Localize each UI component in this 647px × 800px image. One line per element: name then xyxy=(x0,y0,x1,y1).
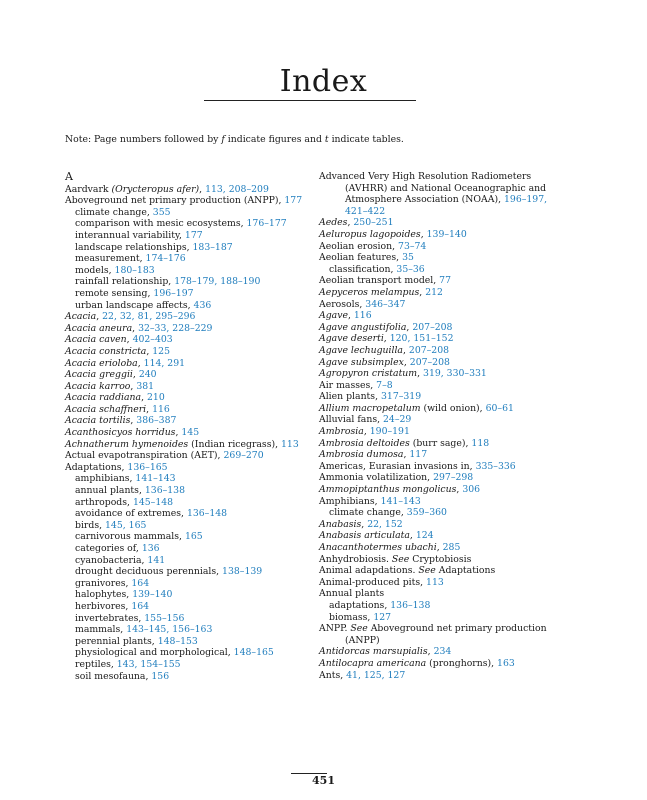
page-links[interactable]: 207–208 xyxy=(409,356,450,368)
title-rule xyxy=(204,100,416,101)
page-links[interactable]: 156 xyxy=(151,670,170,682)
index-entry xyxy=(319,565,569,577)
index-entry xyxy=(319,299,569,311)
index-entry xyxy=(319,484,569,496)
entry-term: mammals, xyxy=(75,624,127,636)
page-links[interactable]: 359–360 xyxy=(406,507,447,519)
entry-term: landscape relationships, xyxy=(75,241,193,253)
entry-term: amphibians, xyxy=(75,473,136,485)
index-entry xyxy=(65,311,305,323)
index-subentry xyxy=(65,578,305,590)
index-subentry xyxy=(65,230,305,242)
index-subentry xyxy=(65,253,305,265)
entry-term-italic: Acacia raddiana xyxy=(65,392,142,404)
page-links[interactable]: 136 xyxy=(141,543,160,554)
entry-term: Aeolian erosion, xyxy=(319,240,399,252)
entry-term: , xyxy=(347,310,354,322)
index-entry xyxy=(319,449,569,461)
index-entry xyxy=(65,427,305,439)
index-subentry xyxy=(319,612,569,624)
entry-term-italic: Acacia erioloba xyxy=(65,357,138,369)
index-entry xyxy=(319,658,569,670)
entry-term: cyanobacteria, xyxy=(75,554,148,566)
index-entry xyxy=(65,369,305,381)
entry-term: Adaptations, xyxy=(65,461,128,473)
entry-term: , xyxy=(132,369,139,381)
page-links[interactable]: 183–187 xyxy=(192,241,233,253)
entry-term: , xyxy=(347,217,354,229)
index-subentry xyxy=(65,508,305,520)
page-links[interactable]: 155–156 xyxy=(144,612,185,624)
index-entry xyxy=(319,171,569,217)
see-reference: See xyxy=(391,553,410,565)
page-links[interactable]: 306 xyxy=(462,484,481,496)
entry-term-italic: Acacia caven xyxy=(65,334,127,346)
entry-term-italic: (Orycteropus afer) xyxy=(111,183,200,195)
index-subentry xyxy=(65,276,305,288)
index-subentry xyxy=(65,589,305,601)
index-subentry xyxy=(319,600,569,612)
entry-term: Annual plants xyxy=(319,588,385,600)
page-links[interactable]: 113, 208–209 xyxy=(205,183,269,195)
entry-term: classification, xyxy=(329,263,397,275)
index-entry xyxy=(319,310,569,322)
index-entry xyxy=(319,461,569,473)
section-letter: A xyxy=(65,170,73,183)
page-links[interactable]: 176–177 xyxy=(246,218,287,230)
index-entry xyxy=(319,391,569,403)
note-text: Note: Page numbers followed by f indicate figures and t indicate tables. xyxy=(65,134,404,145)
index-subentry xyxy=(65,601,305,613)
page-links[interactable]: 145 xyxy=(181,427,200,439)
index-subentry xyxy=(65,671,305,683)
entry-term: , xyxy=(409,530,416,542)
entry-term: , xyxy=(436,542,443,553)
index-entry xyxy=(65,450,305,462)
index-entry xyxy=(319,438,569,450)
entry-term: , xyxy=(427,646,434,658)
entry-term-italic: Agave deserti xyxy=(319,333,384,345)
entry-term-italic: Agave lechuguilla xyxy=(319,344,403,356)
entry-term-italic: Aedes xyxy=(319,217,348,229)
entry-term: birds, xyxy=(75,519,106,531)
entry-term: carnivorous mammals, xyxy=(75,531,185,543)
page-links[interactable]: 139–140 xyxy=(132,589,173,601)
entry-term-italic: Acacia xyxy=(65,311,97,323)
page-links[interactable]: 136–138 xyxy=(144,485,185,497)
page-links[interactable]: 35–36 xyxy=(396,263,425,275)
entry-term-italic: Anabasis articulata xyxy=(319,530,410,542)
entry-term: , xyxy=(132,322,139,334)
index-entry xyxy=(65,462,305,474)
entry-term: annual plants, xyxy=(75,485,145,497)
page-links[interactable]: 207–208 xyxy=(408,344,450,356)
index-subentry xyxy=(65,543,305,555)
entry-term: Americas, Eurasian invasions in, xyxy=(319,460,476,472)
see-reference: See xyxy=(350,623,368,635)
left-entries xyxy=(65,184,305,683)
entry-term: , xyxy=(456,484,463,496)
entry-term: Actual evapotranspiration (AET), xyxy=(65,450,224,462)
entry-term: interannual variability, xyxy=(75,229,185,241)
entry-term: , xyxy=(130,380,137,392)
entry-term: Aerosols, xyxy=(319,298,366,310)
page-links[interactable]: 136–165 xyxy=(127,461,168,473)
page-links[interactable]: 240 xyxy=(138,369,157,381)
index-subentry xyxy=(65,531,305,543)
page-links[interactable]: 143–145, 156–163 xyxy=(126,624,213,636)
page-links[interactable]: 127 xyxy=(373,611,392,623)
entry-term: , xyxy=(146,403,153,415)
entry-term: , xyxy=(383,333,390,345)
entry-term: , xyxy=(403,356,410,368)
page-links[interactable]: 285 xyxy=(442,542,461,553)
entry-term: , xyxy=(126,334,133,346)
page-links[interactable]: 73–74 xyxy=(398,240,427,252)
index-entry xyxy=(319,530,569,542)
page-links[interactable]: 177 xyxy=(284,195,303,207)
index-subentry xyxy=(319,507,569,519)
page-links[interactable]: 113 xyxy=(281,438,299,450)
page-number: 451 xyxy=(312,774,335,787)
page-links[interactable]: 250–251 xyxy=(353,217,394,229)
see-target: Adaptations xyxy=(435,565,496,577)
index-subentry xyxy=(65,485,305,497)
entry-term: categories of, xyxy=(75,543,142,554)
entry-term: , xyxy=(137,357,144,369)
index-column-right xyxy=(319,171,569,681)
entry-term: comparison with mesic ecosystems, xyxy=(75,218,247,230)
index-entry xyxy=(319,275,569,287)
page-links[interactable]: 436 xyxy=(193,299,212,311)
entry-term: (burr sage), xyxy=(409,437,472,449)
entry-term: climate change, xyxy=(75,206,153,218)
entry-term-italic: Acacia aneura xyxy=(65,322,133,334)
see-target: Aboveground net primary production (ANPP) xyxy=(345,623,547,646)
page-links[interactable]: 210 xyxy=(147,392,165,404)
page-links[interactable]: 116 xyxy=(152,403,170,415)
entry-term: , xyxy=(146,345,153,357)
entry-term: physiological and morphological, xyxy=(75,647,234,659)
index-entry xyxy=(319,623,569,646)
index-subentry xyxy=(65,636,305,648)
entry-term: halophytes, xyxy=(75,589,133,601)
entry-term: , xyxy=(361,518,368,530)
page-links[interactable]: 164 xyxy=(131,577,150,589)
index-entry xyxy=(65,195,305,207)
entry-term: Alluvial fans, xyxy=(319,414,383,426)
page-links[interactable]: 117 xyxy=(409,449,428,461)
index-entry xyxy=(65,381,305,393)
index-subentry xyxy=(65,520,305,532)
index-subentry xyxy=(65,659,305,671)
entry-term: perennial plants, xyxy=(75,635,158,647)
index-subentry xyxy=(65,647,305,659)
page-links[interactable]: 141–143 xyxy=(380,495,421,507)
entry-term: invertebrates, xyxy=(75,612,145,624)
page-links[interactable]: 317–319 xyxy=(380,391,422,403)
page-links[interactable]: 114, 291 xyxy=(143,357,186,369)
index-subentry xyxy=(65,218,305,230)
page-links[interactable]: 297–298 xyxy=(433,472,474,484)
index-entry xyxy=(65,334,305,346)
page-links[interactable]: 32–33, 228–229 xyxy=(138,322,213,334)
entry-term: herbivores, xyxy=(75,600,132,612)
entry-term-italic: Acacia constricta xyxy=(65,345,147,357)
entry-term-italic: Acanthosicyos horridus xyxy=(65,427,176,439)
entry-term: models, xyxy=(75,264,115,276)
entry-term: Animal-produced pits, xyxy=(319,576,427,588)
page-links[interactable]: 7–8 xyxy=(376,379,393,391)
index-entry xyxy=(319,519,569,531)
page-links[interactable]: 163 xyxy=(497,657,515,669)
entry-term: , xyxy=(420,228,427,240)
index-entry xyxy=(319,380,569,392)
page-links[interactable]: 141 xyxy=(147,554,166,566)
page-links[interactable]: 402–403 xyxy=(132,334,173,346)
index-entry xyxy=(65,439,305,451)
entry-term: Ants, xyxy=(319,669,347,681)
page-links[interactable]: 177 xyxy=(184,229,203,241)
page-links[interactable]: 355 xyxy=(152,206,171,218)
entry-term-italic: Agave angustifolia xyxy=(319,321,407,333)
page-links[interactable]: 269–270 xyxy=(223,450,264,462)
entry-term-italic: Anabasis xyxy=(319,518,362,530)
entry-term: Aboveground net primary production (ANPP), xyxy=(65,195,285,207)
entry-term-italic: Acacia schaffneri xyxy=(65,403,147,415)
index-entry xyxy=(319,322,569,334)
entry-term: Aeolian features, xyxy=(319,252,403,264)
index-subentry xyxy=(65,566,305,578)
entry-term: remote sensing, xyxy=(75,287,154,299)
entry-term: soil mesofauna, xyxy=(75,670,152,682)
index-entry xyxy=(65,346,305,358)
page-links[interactable]: 145, 165 xyxy=(105,519,147,531)
page-links[interactable]: 165 xyxy=(184,531,203,543)
index-entry xyxy=(319,542,569,554)
see-reference: See xyxy=(418,565,436,577)
index-entry xyxy=(319,252,569,264)
entry-term: , xyxy=(96,311,103,323)
entry-term: granivores, xyxy=(75,577,132,589)
index-subentry xyxy=(65,497,305,509)
entry-term-italic: Acacia tortilis xyxy=(65,415,131,427)
index-entry xyxy=(65,323,305,335)
entry-term: , xyxy=(175,427,182,439)
page-links[interactable]: 113 xyxy=(426,576,444,588)
entry-term-italic: Agave xyxy=(319,310,348,322)
index-subentry xyxy=(65,265,305,277)
page-links[interactable]: 125 xyxy=(152,345,171,357)
page-links[interactable]: 180–183 xyxy=(114,264,155,276)
entry-term: , xyxy=(141,392,147,404)
index-note xyxy=(65,134,404,145)
index-subentry xyxy=(65,242,305,254)
entry-term: Anhydrobiosis. xyxy=(319,553,392,565)
entry-term: climate change, xyxy=(329,507,407,519)
index-entry xyxy=(319,368,569,380)
entry-term: Aardvark xyxy=(65,183,112,195)
page-links[interactable]: 164 xyxy=(131,600,150,612)
page-links[interactable]: 22, 152 xyxy=(367,518,403,530)
see-target: Cryptobiosis xyxy=(409,553,472,565)
page-links[interactable]: 120, 151–152 xyxy=(389,333,454,345)
page-links[interactable]: 138–139 xyxy=(222,566,263,578)
entry-term: biomass, xyxy=(329,611,374,623)
page-links[interactable]: 234 xyxy=(433,646,452,658)
entry-term-italic: Achnatherum hymenoides xyxy=(65,438,189,450)
index-subentry xyxy=(65,613,305,625)
page-links[interactable]: 145–148 xyxy=(132,496,174,508)
entry-term: adaptations, xyxy=(329,599,391,611)
index-entry xyxy=(319,472,569,484)
page-links[interactable]: 77 xyxy=(439,275,452,287)
entry-term: Animal adapdations. xyxy=(319,565,419,577)
page-links[interactable]: 141–143 xyxy=(135,473,176,485)
page-links[interactable]: 124 xyxy=(415,530,434,542)
index-entry xyxy=(319,670,569,682)
entry-term: drought deciduous perennials, xyxy=(75,566,223,578)
index-entry xyxy=(65,358,305,370)
entry-term: arthropods, xyxy=(75,496,133,508)
index-subentry xyxy=(65,555,305,567)
index-subentry xyxy=(65,473,305,485)
index-entry xyxy=(319,496,569,508)
entry-term: (wild onion), xyxy=(420,402,486,414)
entry-term: , xyxy=(363,426,370,438)
index-entry: Aardvark (Orycteropus afer), 113, 208–209 xyxy=(65,183,269,195)
index-subentry xyxy=(65,300,305,312)
index-entry xyxy=(65,415,305,427)
page-links[interactable]: 381 xyxy=(136,380,155,392)
entry-term: , xyxy=(406,321,413,333)
entry-term-italic: Antilocapra americana xyxy=(319,657,427,669)
index-entry xyxy=(319,426,569,438)
entry-term-italic: Agropyron cristatum xyxy=(319,368,418,380)
entry-term: Air masses, xyxy=(319,379,377,391)
index-entry xyxy=(319,345,569,357)
entry-term: reptiles, xyxy=(75,658,117,670)
page-links[interactable]: 196–197 xyxy=(153,287,194,299)
index-entry xyxy=(319,577,569,589)
page-links[interactable]: 346–347 xyxy=(365,298,406,310)
page-links[interactable]: 178–179, 188–190 xyxy=(174,276,261,288)
index-column-left xyxy=(65,171,305,682)
index-subentry xyxy=(65,288,305,300)
page-links[interactable]: 335–336 xyxy=(475,460,516,472)
entry-term: ANPP. xyxy=(319,623,351,635)
entry-term-italic: Ambrosia xyxy=(319,426,364,438)
entry-term-italic: Ambrosia deltoides xyxy=(319,437,410,449)
entry-term-italic: Anacanthotermes ubachi xyxy=(319,542,437,553)
entry-term: , xyxy=(419,286,426,298)
entry-term-italic: Aepyceros melampus xyxy=(319,286,420,298)
entry-term: (pronghorns), xyxy=(426,657,498,669)
index-entry xyxy=(319,554,569,566)
page-links[interactable]: 207–208 xyxy=(412,321,453,333)
page-links[interactable]: 139–140 xyxy=(426,228,467,240)
index-entry xyxy=(319,217,569,229)
entry-term: Advanced Very High Resolution Radiometers (AVHRR) and National Oceanographic and Atmosphere Association (NOAA), xyxy=(319,171,547,206)
index-entry xyxy=(319,357,569,369)
page-links[interactable]: 24–29 xyxy=(383,414,412,426)
page-links[interactable]: 116 xyxy=(353,310,372,322)
page-links[interactable]: 386–387 xyxy=(136,415,177,427)
index-entry xyxy=(319,241,569,253)
index-entry xyxy=(319,229,569,241)
index-entry xyxy=(319,646,569,658)
entry-term: , xyxy=(417,368,424,380)
entry-term: Aeolian transport model, xyxy=(319,275,440,287)
page-links[interactable]: 148–165 xyxy=(233,647,274,659)
index-entry xyxy=(319,588,569,600)
entry-term: urban landscape affects, xyxy=(75,299,194,311)
page-links[interactable]: 136–138 xyxy=(390,599,431,611)
page-links[interactable]: 118 xyxy=(471,437,490,449)
page-links[interactable]: 60–61 xyxy=(485,402,514,414)
entry-term: Alien plants, xyxy=(319,391,381,403)
index-subentry xyxy=(65,207,305,219)
entry-term: Ammonia volatilization, xyxy=(319,472,434,484)
page-links[interactable]: 190–191 xyxy=(369,426,410,438)
entry-term-italic: Aeluropus lagopoides xyxy=(319,228,421,240)
index-entry xyxy=(319,403,569,415)
entry-term-italic: Ammopiptanthus mongolicus xyxy=(319,484,457,496)
entry-term: , xyxy=(130,415,137,427)
index-entry xyxy=(319,287,569,299)
entry-term-italic: Acacia karroo xyxy=(65,380,131,392)
entry-term: (Indian ricegrass), xyxy=(188,438,282,450)
index-entry xyxy=(319,414,569,426)
index-entry xyxy=(65,404,305,416)
right-entries xyxy=(319,171,569,681)
page-links[interactable]: 196–197, 421–422 xyxy=(345,194,548,217)
index-entry xyxy=(319,333,569,345)
entry-term: Amphibians, xyxy=(319,495,381,507)
entry-term-italic: Agave subsimplex xyxy=(319,356,404,368)
entry-term: rainfall relationship, xyxy=(75,276,175,288)
entry-term: measurement, xyxy=(75,253,146,265)
index-subentry xyxy=(65,624,305,636)
page-links[interactable]: 212 xyxy=(425,286,443,298)
entry-term: avoidance of extremes, xyxy=(75,508,187,520)
index-subentry xyxy=(319,264,569,276)
page-links[interactable]: 319, 330–331 xyxy=(423,368,487,380)
index-entry xyxy=(65,392,305,404)
page-links[interactable]: 22, 32, 81, 295–296 xyxy=(102,311,196,323)
page-links[interactable]: 35 xyxy=(402,252,414,264)
entry-term: , xyxy=(402,344,409,356)
page-links[interactable]: 41, 125, 127 xyxy=(346,669,406,681)
page-links[interactable]: 136–148 xyxy=(186,508,228,520)
entry-term-italic: Acacia greggii xyxy=(65,369,133,381)
entry-term-italic: Ambrosia dumosa xyxy=(319,449,404,461)
page-links[interactable]: 148–153 xyxy=(157,635,198,647)
page-links[interactable]: 174–176 xyxy=(145,253,186,265)
page-links[interactable]: 143, 154–155 xyxy=(116,658,181,670)
page-title: Index xyxy=(279,64,368,99)
entry-term-italic: Allium macropetalum xyxy=(319,402,421,414)
entry-term-italic: Antidorcas marsupialis xyxy=(319,646,428,658)
entry-term: , xyxy=(403,449,410,461)
